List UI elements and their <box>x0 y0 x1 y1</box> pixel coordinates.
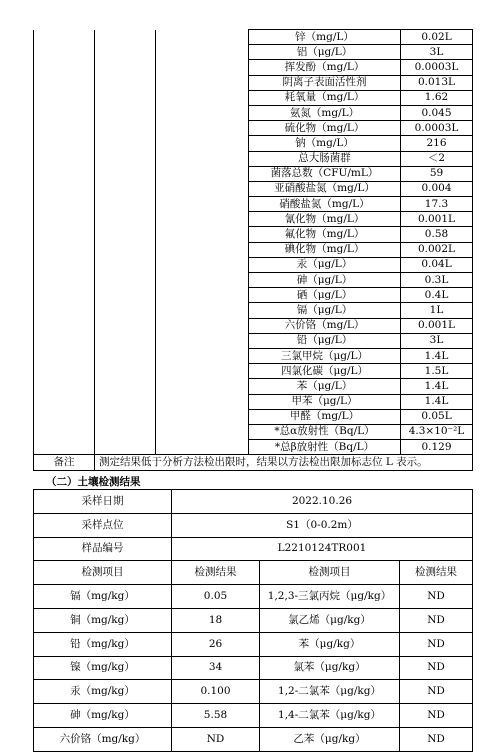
empty-cell <box>95 288 156 303</box>
empty-cell <box>156 151 249 166</box>
empty-cell <box>156 166 249 181</box>
soil-results-body <box>34 585 473 752</box>
soil-table-row <box>34 608 473 632</box>
water-table-row <box>34 45 473 60</box>
water-table-row <box>34 181 473 196</box>
water-table-row <box>34 348 473 363</box>
test-result: ＜2 <box>401 151 473 166</box>
empty-cell <box>156 348 249 363</box>
sampling-site-value: S1（0-0.2m） <box>172 513 473 537</box>
water-table-row <box>34 364 473 379</box>
test-result: 1.4L <box>401 394 473 409</box>
remark-label: 备注 <box>34 455 95 471</box>
soil-result: ND <box>400 585 473 609</box>
empty-cell <box>156 105 249 120</box>
soil-item: 六价铬（mg/kg） <box>34 727 172 751</box>
empty-cell <box>156 60 249 75</box>
soil-header-row <box>34 561 473 585</box>
test-result: 0.02L <box>401 30 473 45</box>
sampling-site-row <box>34 513 473 537</box>
empty-cell <box>156 318 249 333</box>
water-table-row <box>34 440 473 455</box>
empty-cell <box>156 364 249 379</box>
soil-item: 砷（mg/kg） <box>34 704 172 728</box>
water-table-row <box>34 227 473 242</box>
soil-result: 26 <box>172 632 260 656</box>
test-item: 苯（μg/L） <box>249 379 401 394</box>
empty-cell <box>156 136 249 151</box>
test-item: 铅（μg/L） <box>249 333 401 348</box>
soil-result: 34 <box>172 656 260 680</box>
soil-item: 氯乙烯（μg/kg） <box>260 608 400 632</box>
test-result: 4.3×10⁻²L <box>401 424 473 439</box>
test-result: 0.0003L <box>401 121 473 136</box>
empty-cell <box>95 60 156 75</box>
water-table-row <box>34 333 473 348</box>
empty-cell <box>156 212 249 227</box>
empty-cell <box>95 394 156 409</box>
soil-item: 氯苯（μg/kg） <box>260 656 400 680</box>
empty-cell <box>95 318 156 333</box>
water-table-row <box>34 60 473 75</box>
column-header: 检测项目 <box>34 561 172 585</box>
test-item: 硝酸盐氮（mg/L） <box>249 197 401 212</box>
soil-result: ND <box>400 727 473 751</box>
test-item: 六价铬（mg/L） <box>249 318 401 333</box>
test-item: 镉（μg/L） <box>249 303 401 318</box>
soil-result: 0.05 <box>172 585 260 609</box>
soil-item: 镍（mg/kg） <box>34 656 172 680</box>
water-table-row <box>34 197 473 212</box>
empty-cell <box>156 75 249 90</box>
test-result: 0.0003L <box>401 60 473 75</box>
soil-item: 1,2-二氯苯（μg/kg） <box>260 680 400 704</box>
test-item: 菌落总数（CFU/mL） <box>249 166 401 181</box>
soil-table-row <box>34 727 473 751</box>
empty-cell <box>156 181 249 196</box>
empty-cell <box>156 409 249 424</box>
soil-result: 18 <box>172 608 260 632</box>
test-result: 59 <box>401 166 473 181</box>
empty-cell <box>95 303 156 318</box>
test-item: 甲醛（mg/L） <box>249 409 401 424</box>
soil-item: 铜（mg/kg） <box>34 608 172 632</box>
empty-cell <box>156 424 249 439</box>
soil-table-row <box>34 632 473 656</box>
soil-table-row <box>34 704 473 728</box>
empty-cell <box>34 257 95 272</box>
test-result: 3L <box>401 333 473 348</box>
test-result: 0.04L <box>401 257 473 272</box>
empty-cell <box>95 30 156 45</box>
empty-cell <box>34 288 95 303</box>
water-table-row <box>34 75 473 90</box>
test-item: 氨氮（mg/L） <box>249 105 401 120</box>
empty-cell <box>95 333 156 348</box>
water-results-table <box>33 29 473 471</box>
empty-cell <box>95 364 156 379</box>
remark-row <box>34 455 473 471</box>
water-results-body <box>34 30 473 471</box>
empty-cell <box>95 166 156 181</box>
empty-cell <box>34 151 95 166</box>
water-table-row <box>34 409 473 424</box>
empty-cell <box>95 379 156 394</box>
empty-cell <box>95 151 156 166</box>
empty-cell <box>95 257 156 272</box>
test-item: 铝（μg/L） <box>249 45 401 60</box>
water-table-row <box>34 303 473 318</box>
empty-cell <box>95 105 156 120</box>
test-result: 0.002L <box>401 242 473 257</box>
test-item: 硒（μg/L） <box>249 288 401 303</box>
test-result: 0.004 <box>401 181 473 196</box>
empty-cell <box>156 90 249 105</box>
empty-cell <box>95 121 156 136</box>
water-table-row <box>34 90 473 105</box>
soil-item: 1,2,3-三氯丙烷（μg/kg） <box>260 585 400 609</box>
test-item: 耗氧量（mg/L） <box>249 90 401 105</box>
water-table-row <box>34 121 473 136</box>
empty-cell <box>156 197 249 212</box>
test-item: 总大肠菌群 <box>249 151 401 166</box>
empty-cell <box>34 303 95 318</box>
water-table-row <box>34 30 473 45</box>
test-result: 0.001L <box>401 318 473 333</box>
water-table-row <box>34 105 473 120</box>
empty-cell <box>34 75 95 90</box>
empty-cell <box>95 136 156 151</box>
soil-item: 汞（mg/kg） <box>34 680 172 704</box>
empty-cell <box>156 333 249 348</box>
empty-cell <box>156 288 249 303</box>
water-table-row <box>34 379 473 394</box>
soil-table-row <box>34 680 473 704</box>
empty-cell <box>156 30 249 45</box>
test-item: 钠（mg/L） <box>249 136 401 151</box>
empty-cell <box>34 197 95 212</box>
test-item: 砷（μg/L） <box>249 273 401 288</box>
test-result: 0.001L <box>401 212 473 227</box>
test-result: 3L <box>401 45 473 60</box>
empty-cell <box>95 197 156 212</box>
empty-cell <box>34 121 95 136</box>
soil-item: 苯（μg/kg） <box>260 632 400 656</box>
test-result: 0.129 <box>401 440 473 455</box>
test-item: 甲苯（μg/L） <box>249 394 401 409</box>
test-item: 碘化物（mg/L） <box>249 242 401 257</box>
water-table-row <box>34 424 473 439</box>
sampling-date-label: 采样日期 <box>34 490 172 514</box>
empty-cell <box>156 273 249 288</box>
soil-item: 乙苯（μg/kg） <box>260 727 400 751</box>
empty-cell <box>34 273 95 288</box>
empty-cell <box>95 212 156 227</box>
empty-cell <box>156 303 249 318</box>
test-item: 锌（mg/L） <box>249 30 401 45</box>
test-item: 氰化物（mg/L） <box>249 212 401 227</box>
soil-result: ND <box>400 680 473 704</box>
empty-cell <box>34 30 95 45</box>
test-item: *总β放射性（Bq/L） <box>249 440 401 455</box>
water-table-row <box>34 273 473 288</box>
empty-cell <box>34 242 95 257</box>
soil-result: ND <box>400 656 473 680</box>
soil-result: ND <box>172 727 260 751</box>
water-table-row <box>34 212 473 227</box>
test-result: 1.4L <box>401 348 473 363</box>
empty-cell <box>34 60 95 75</box>
test-result: 0.3L <box>401 273 473 288</box>
column-header: 检测结果 <box>400 561 473 585</box>
empty-cell <box>156 45 249 60</box>
empty-cell <box>34 364 95 379</box>
soil-item: 镉（mg/kg） <box>34 585 172 609</box>
empty-cell <box>156 440 249 455</box>
test-result: 216 <box>401 136 473 151</box>
empty-cell <box>95 45 156 60</box>
empty-cell <box>34 409 95 424</box>
test-result: 0.58 <box>401 227 473 242</box>
water-table-row <box>34 166 473 181</box>
empty-cell <box>34 90 95 105</box>
empty-cell <box>95 424 156 439</box>
empty-cell <box>156 121 249 136</box>
test-result: 17.3 <box>401 197 473 212</box>
empty-cell <box>95 348 156 363</box>
empty-cell <box>34 379 95 394</box>
empty-cell <box>95 440 156 455</box>
empty-cell <box>34 227 95 242</box>
soil-results-table <box>33 489 473 752</box>
empty-cell <box>34 333 95 348</box>
water-table-row <box>34 136 473 151</box>
water-table-row <box>34 151 473 166</box>
empty-cell <box>34 181 95 196</box>
test-item: 氟化物（mg/L） <box>249 227 401 242</box>
test-item: 亚硝酸盐氮（mg/L） <box>249 181 401 196</box>
sample-no-label: 样品编号 <box>34 537 172 561</box>
test-item: 三氯甲烷（μg/L） <box>249 348 401 363</box>
sample-no-value: L2210124TR001 <box>172 537 473 561</box>
test-item: 挥发酚（mg/L） <box>249 60 401 75</box>
test-item: 汞（μg/L） <box>249 257 401 272</box>
soil-table-row <box>34 656 473 680</box>
test-result: 1.62 <box>401 90 473 105</box>
test-result: 1.5L <box>401 364 473 379</box>
soil-table-row <box>34 585 473 609</box>
column-header: 检测结果 <box>172 561 260 585</box>
empty-cell <box>34 166 95 181</box>
empty-cell <box>95 75 156 90</box>
empty-cell <box>156 379 249 394</box>
empty-cell <box>34 394 95 409</box>
test-item: 四氯化碳（μg/L） <box>249 364 401 379</box>
sample-no-row <box>34 537 473 561</box>
empty-cell <box>95 409 156 424</box>
test-result: 1L <box>401 303 473 318</box>
empty-cell <box>156 227 249 242</box>
empty-cell <box>34 348 95 363</box>
sampling-date-value: 2022.10.26 <box>172 490 473 514</box>
water-table-row <box>34 318 473 333</box>
soil-result: ND <box>400 608 473 632</box>
empty-cell <box>156 242 249 257</box>
empty-cell <box>34 424 95 439</box>
water-table-row <box>34 242 473 257</box>
soil-result: ND <box>400 704 473 728</box>
test-item: *总α放射性（Bq/L） <box>249 424 401 439</box>
soil-result: 5.58 <box>172 704 260 728</box>
empty-cell <box>34 318 95 333</box>
empty-cell <box>95 273 156 288</box>
empty-cell <box>95 242 156 257</box>
test-result: 0.05L <box>401 409 473 424</box>
empty-cell <box>34 440 95 455</box>
empty-cell <box>95 90 156 105</box>
empty-cell <box>156 394 249 409</box>
empty-cell <box>34 212 95 227</box>
empty-cell <box>34 136 95 151</box>
soil-result: 0.100 <box>172 680 260 704</box>
empty-cell <box>34 105 95 120</box>
column-header: 检测项目 <box>260 561 400 585</box>
water-table-row <box>34 257 473 272</box>
test-item: 阴离子表面活性剂 <box>249 75 401 90</box>
soil-section-heading: （二）土壤检测结果 <box>46 476 141 488</box>
water-table-row <box>34 288 473 303</box>
test-result: 0.4L <box>401 288 473 303</box>
soil-item: 1,4-二氯苯（μg/kg） <box>260 704 400 728</box>
remark-text: 测定结果低于分析方法检出限时，结果以方法检出限加标志位 L 表示。 <box>95 455 473 471</box>
test-result: 1.4L <box>401 379 473 394</box>
empty-cell <box>95 227 156 242</box>
empty-cell <box>95 181 156 196</box>
water-table-row <box>34 394 473 409</box>
test-result: 0.013L <box>401 75 473 90</box>
empty-cell <box>156 257 249 272</box>
sampling-site-label: 采样点位 <box>34 513 172 537</box>
soil-result: ND <box>400 632 473 656</box>
test-item: 硫化物（mg/L） <box>249 121 401 136</box>
sampling-date-row <box>34 490 473 514</box>
empty-cell <box>34 45 95 60</box>
test-result: 0.045 <box>401 105 473 120</box>
soil-item: 铅（mg/kg） <box>34 632 172 656</box>
